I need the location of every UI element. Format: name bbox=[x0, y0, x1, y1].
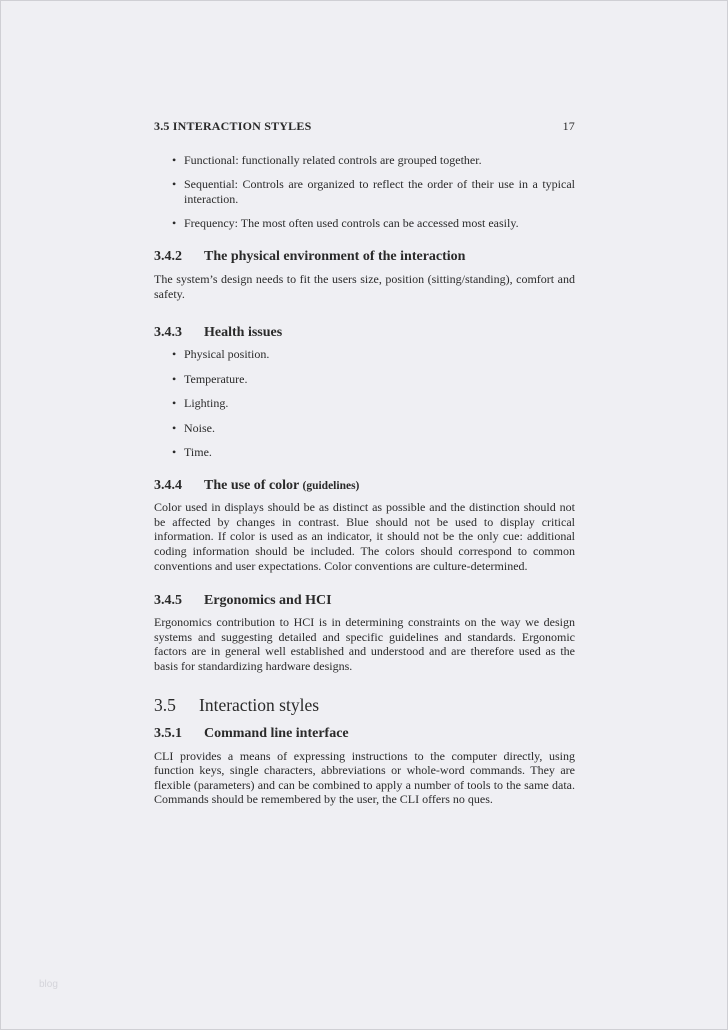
bullet-icon: • bbox=[172, 216, 177, 230]
section-heading-3-5 bbox=[154, 694, 575, 716]
health-issues-list bbox=[154, 347, 575, 460]
section-title: Interaction styles bbox=[199, 694, 320, 715]
section-title: Command line interface bbox=[204, 725, 349, 741]
list-item bbox=[154, 372, 575, 387]
section-number: 3.5.1 bbox=[154, 725, 182, 741]
list-item bbox=[154, 153, 575, 168]
watermark-text: blog bbox=[39, 979, 58, 990]
running-title: 3.5 INTERACTION STYLES bbox=[154, 119, 312, 133]
section-number: 3.4.3 bbox=[154, 325, 182, 341]
list-item-text: Noise. bbox=[184, 420, 215, 435]
list-item-text: Frequency: The most often used controls can be accessed most easily. bbox=[184, 216, 519, 230]
list-item bbox=[154, 216, 575, 231]
section-heading-3-4-3 bbox=[154, 324, 575, 342]
list-item-text: Functional: functionally related controls are grouped together. bbox=[184, 153, 482, 167]
list-item bbox=[154, 347, 575, 362]
list-item bbox=[154, 177, 575, 207]
list-item bbox=[154, 421, 575, 436]
running-header bbox=[154, 119, 575, 139]
section-heading-3-4-5 bbox=[154, 592, 575, 610]
section-title: The use of color bbox=[204, 478, 300, 494]
section-body-3-5-1: CLI provides a means of expressing instructions to the computer directly, using function keys, single characters, abbreviations or whole-word commands. They are flexible (parameters) and can be combined to apply a number of tools to the same data. Commands should be remembered by the user, the CLI offers no ques. bbox=[154, 748, 575, 807]
page-number: 17 bbox=[562, 119, 575, 133]
page-content bbox=[154, 119, 575, 807]
section-body-3-4-2: The system’s design needs to fit the users size, position (sitting/standing), comfort and safety. bbox=[154, 272, 575, 301]
section-number: 3.4.2 bbox=[154, 249, 182, 264]
list-item-text: Lighting. bbox=[184, 396, 229, 411]
bullet-icon: • bbox=[172, 420, 177, 435]
list-item-text: Sequential: Controls are organized to reflect the order of their use in a typical interaction. bbox=[184, 177, 575, 206]
section-title: The physical environment of the interaction bbox=[204, 249, 466, 264]
bullet-icon: • bbox=[172, 177, 177, 191]
section-heading-3-4-4 bbox=[154, 477, 575, 495]
section-number: 3.4.5 bbox=[154, 593, 182, 609]
section-heading-3-5-1 bbox=[154, 725, 575, 743]
bullet-icon: • bbox=[172, 153, 177, 167]
list-item bbox=[154, 445, 575, 460]
bullet-icon: • bbox=[172, 445, 177, 460]
list-item-text: Time. bbox=[184, 445, 212, 460]
bullet-icon: • bbox=[172, 371, 177, 386]
section-title-suffix: (guidelines) bbox=[302, 480, 360, 493]
list-item bbox=[154, 396, 575, 411]
list-item-text: Temperature. bbox=[184, 371, 248, 386]
bullet-icon: • bbox=[172, 347, 177, 362]
bullet-icon: • bbox=[172, 396, 177, 411]
section-title: Ergonomics and HCI bbox=[204, 593, 332, 609]
section-number: 3.5 bbox=[154, 694, 176, 715]
section-body-3-4-4: Color used in displays should be as distinct as possible and the distinction should not be affected by changes in contrast. Blue should not be used to display critical information. If color is used as an indicator, it should not be the only cue: additional coding information should be included. The colors should correspond to common conventions and user expectations. Color conventions are culture-determined. bbox=[154, 500, 575, 573]
section-heading-3-4-2 bbox=[154, 248, 575, 266]
section-number: 3.4.4 bbox=[154, 478, 182, 494]
list-item-text: Physical position. bbox=[184, 347, 270, 362]
section-title: Health issues bbox=[204, 325, 283, 341]
intro-bullet-list bbox=[154, 153, 575, 231]
section-body-3-4-5: Ergonomics contribution to HCI is in determining constraints on the way we design systems and suggesting detailed and specific guidelines and standards. Ergonomic factors are in general well established and understood and are therefore used as the basis for standardizing hardware designs. bbox=[154, 615, 575, 673]
